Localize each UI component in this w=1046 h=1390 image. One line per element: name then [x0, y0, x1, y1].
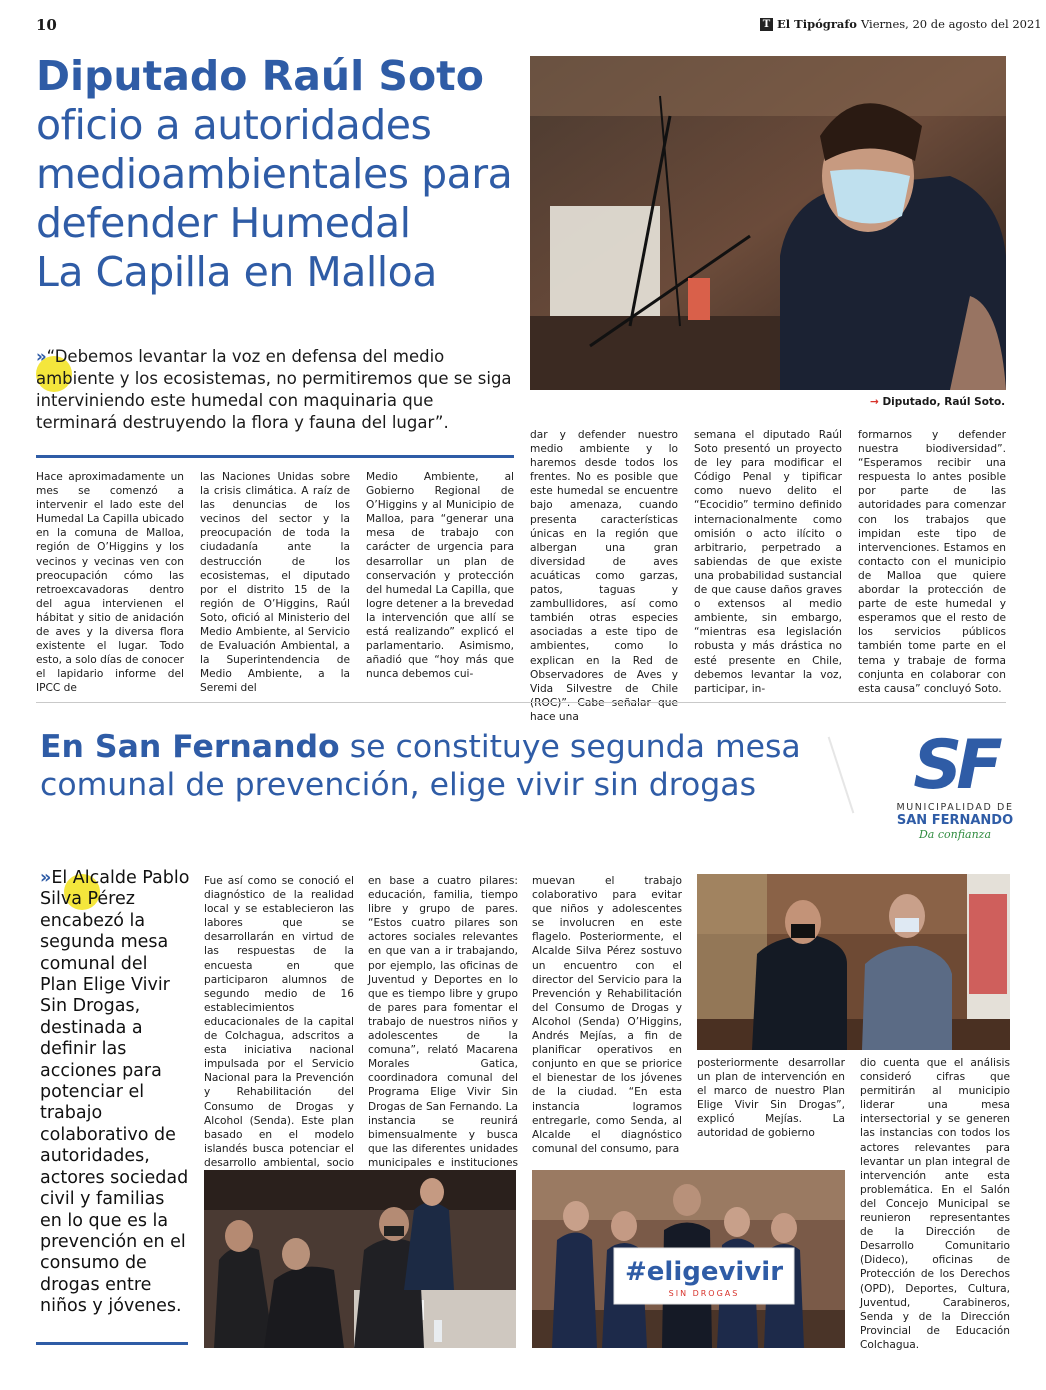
- publication-name: El Tipógrafo: [777, 17, 857, 31]
- article1-body-column: [694, 428, 842, 696]
- article1-column-text: formarnos y defender nuestra biodiversidad”. “Esperamos recibir una respuesta lo antes posible por parte de las autoridades para comenzar con los trabajos que impidan este tipo de intervenciones. Estamos en contacto con el municipio de Malloa que quiere abordar la protección de parte de este humedal y esperamos que el resto de los servicios públicos también tome parte en el tema y trabaje de forma conjunta en colaborar con esta causa” concluyó Soto.: [858, 429, 1006, 695]
- article2-column-text: Fue así como se conoció el diagnóstico de la realidad local y se establecieron las labores que se desarrollarán en virtud de las respuestas de la encuesta en que participaron alumnos de segundo medio de 16 establecimientos educacionales de la capital de Colchagua, adscritos a esta iniciativa nacional impulsada por el Servicio Nacional para la Prevención y Rehabilitación del Consumo de Drogas y Alcohol (Senda). Este plan basado en el modelo islandés busca potenciar el desarrollo ambiental, socio: [204, 875, 354, 1169]
- article1-pull-quote-text: “Debemos levantar la voz en defensa del medio ambiente y los ecosistemas, no permitiremos que se siga interviniendo este humedal con maquinaria que terminará destruyendo la flora y fauna del lugar”.: [36, 347, 512, 432]
- article1-body-column: [858, 428, 1006, 696]
- article1-column-text: Hace aproximadamente un mes se comenzó a intervenir el lado este del Humedal La Capilla ubicado en la comuna de Malloa, región de O’Higgins y los vecinos y vecinas ven con preocupación cómo las retroexcavadoras dentro del agua intervienen el hábitat y sitio de anidación de aves y la diversa flora existente el lugar. Todo esto, a solo días de conocer el lapidario informe del IPCC de: [36, 471, 185, 695]
- banner-text: #eligevivir: [624, 1257, 784, 1287]
- logo-line1: MUNICIPALIDAD DE: [896, 802, 1014, 813]
- banner-sub: SIN DROGAS: [668, 1289, 740, 1298]
- article2-body-column: [368, 874, 518, 1184]
- article1-headline-line: La Capilla en Malloa: [36, 248, 437, 296]
- article1-headline-line: oficio a autoridades: [36, 101, 432, 149]
- article2-column-text: posteriormente desarrollar un plan de intervención en el marco de nuestro Plan Elige Vivir Sin Drogas”, explicó Mejías. La autoridad de gobierno: [697, 1057, 845, 1140]
- article1-headline: [36, 52, 526, 297]
- article2-column-text: dio cuenta que el análisis consideró cifras que permitirán al municipio liderar una mesa intersectorial y se generen las instancias con todos los actores relevantes para levantar un plan integral de intervención ante esta problemática. En el Salón del Concejo Municipal se reunieron representantes de la Dirección de Desarrollo Comunitario (Dideco), oficinas de Protección de los Derechos (OPD), Deportes, Cultura, Juventud, Carabineros, Senda y de la Dirección Provincial de Educación Colchagua.: [860, 1057, 1010, 1351]
- article2-column-text: muevan el trabajo colaborativo para evitar que niños y adolescentes se involucren en este flagelo. Posteriormente, el Alcalde Silva Pérez sostuvo un encuentro con el director del Servicio para la Prevención y Rehabilitación del Consumo de Drogas y Alcohol (Senda) O’Higgins, Andrés Mejías, a fin de planificar operativos en conjunto en que se priorice el bienestar de los jóvenes de la ciudad. “En esta instancia logramos entregarle, como Senda, al Alcalde el diagnóstico comunal del consumo, para: [532, 875, 682, 1155]
- article2-pull-quote: [40, 868, 190, 1318]
- deputy-photo: [530, 56, 1006, 390]
- article2-headline-rest: se constituye segunda mesa comunal de prevención, elige vivir sin drogas: [40, 729, 801, 803]
- masthead: [760, 17, 1042, 31]
- article1-body-column: [530, 428, 678, 724]
- page-number: 10: [36, 16, 57, 34]
- article1-body-column: [36, 470, 184, 696]
- article2-headline-bold: En San Fernando: [40, 729, 340, 765]
- mayor-meeting-photo: [697, 874, 1010, 1050]
- article1-column-text: Medio Ambiente, al Gobierno Regional de O’Higgins y al Municipio de Malloa, para “generar una mesa de trabajo con carácter de urgencia para desarrollar un plan de conservación y protección del humedal La Capilla, que logre detener a la brevedad la intervención que allí se está realizando” explicó el parlamentario. Asimismo, añadió que “hoy más que nunca debemos cui-: [366, 471, 514, 681]
- article-separator: [36, 702, 1006, 703]
- article1-body-column: [366, 470, 514, 681]
- article2-headline: [40, 728, 840, 804]
- logo-letters: SF: [913, 726, 997, 805]
- article1-column-text: las Naciones Unidas sobre la crisis climática. A raíz de las denuncias de los vecinos del sector y la preocupación de toda la ciudadanía ante la destrucción de los ecosistemas, el diputado por el distrito 15 de la región de O’Higgins, Raúl Soto, ofició al Ministerio del Medio Ambiente, al Servicio de Evaluación Ambiental, a la Superintendencia de Medio Ambiente, a la Seremi del: [200, 471, 350, 695]
- article2-body-column: [532, 874, 682, 1156]
- article1-body-column: [200, 470, 350, 696]
- article2-pull-quote-text: El Alcalde Pablo Silva Pérez encabezó la segunda mesa comunal del Plan Elige Vivir Sin Drogas, destinada a definir las acciones para potenciar el trabajo colaborativo de autoridades, actores sociedad civil y familias en lo que es la prevención en el consumo de drogas entre niños y jóvenes.: [40, 868, 190, 1317]
- article1-headline-line: defender Humedal: [36, 199, 411, 247]
- photo-caption: [870, 396, 1005, 408]
- photo-caption-text: Diputado, Raúl Soto.: [882, 396, 1006, 408]
- article2-body-column: [697, 1056, 845, 1141]
- article2-body-column: [860, 1056, 1010, 1352]
- section-rule: [36, 455, 514, 458]
- issue-date: Viernes, 20 de agosto del 2021: [860, 17, 1042, 31]
- group-banner-photo: [532, 1170, 845, 1348]
- article2-column-text: en base a cuatro pilares: educación, familia, tiempo libre y grupo de pares. “Estos cuatro pilares son actores sociales relevantes en que van a ir trabajando, por ejemplo, las oficinas de Juventud y Deportes en lo que es tiempo libre y grupo de pares para fomentar el trabajo de nuestros niños y adolescentes de la comuna”, relató Macarena Morales Gatica, coordinadora comunal del Programa Elige Vivir Sin Drogas de San Fernando. La instancia se reunirá bimensualmente y busca que las diferentes unidades municipales e instituciones: [368, 875, 518, 1169]
- caption-arrow-icon: →: [870, 396, 879, 408]
- municipality-logo: [890, 726, 1020, 841]
- section-rule: [36, 1342, 188, 1345]
- logo-line2: SAN FERNANDO: [896, 813, 1014, 828]
- newspaper-logo-icon: T: [760, 18, 773, 31]
- quote-marker-icon: »: [36, 347, 47, 366]
- logo-tagline: Da confianza: [918, 828, 992, 841]
- article1-headline-bold: Diputado Raúl Soto: [36, 52, 484, 100]
- article1-pull-quote: [36, 346, 514, 434]
- article1-headline-line: medioambientales para: [36, 150, 513, 198]
- article1-column-text: semana el diputado Raúl Soto presentó un proyecto de ley para modificar el Código Penal y tipificar como nuevo delito el “Ecocidio” termino definido internacionalmente como omisión o acto ilícito o arbitrario, perpetrado a sabiendas de que existe una probabilidad sustancial de que cause daños graves o extensos al medio ambiente, sin embargo, “mientras esa legislación robusta y más drástica no esté presente en Chile, debemos levantar la voz, participar, in-: [694, 429, 842, 695]
- article2-body-column: [204, 874, 354, 1184]
- article1-column-text: dar y defender nuestro medio ambiente y lo haremos desde todos los frentes. No es posible que este humedal se encuentre bajo amenaza, cuando presenta características únicas en la región que albergan una gran diversidad de aves acuáticas como garzas, patos, taguas y zambullidores, así como también otras especies asociadas a este tipo de ambientes, como lo explican en la Red de Observadores de Aves y Vida Silvestre de Chile hace una: [530, 429, 678, 723]
- quote-marker-icon: »: [40, 868, 52, 888]
- meeting-room-photo: [204, 1170, 516, 1348]
